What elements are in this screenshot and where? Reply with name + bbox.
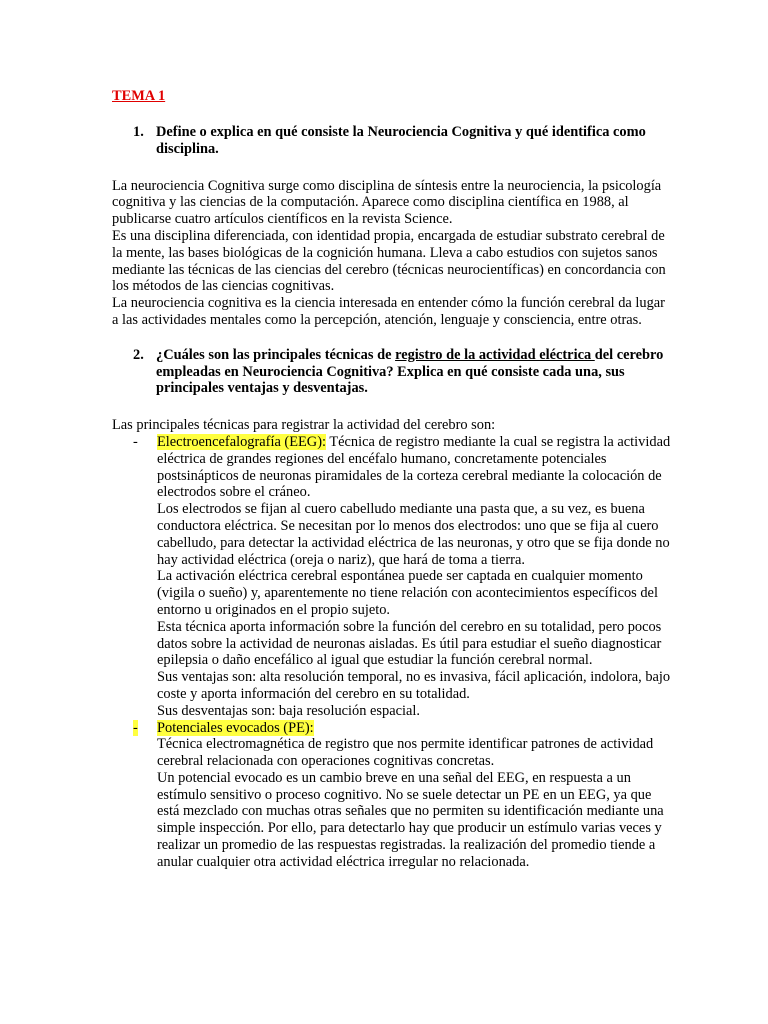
list-dash: -: [133, 719, 138, 736]
page-title: TEMA 1: [112, 88, 166, 104]
list-item-eeg: [112, 434, 672, 720]
techniques-intro: Las principales técnicas para registrar la actividad del cerebro son:: [112, 417, 496, 434]
eeg-definition: Técnica de registro mediante la cual se registra la actividad eléctrica de grandes regiones del encéfalo humano, concretamente potenciales postsinápticos de neuronas piramidales de la corteza cerebral mediante la colocación de electrodos sobre el cráneo.: [157, 433, 671, 501]
highlighted-term: Electroencefalografía (EEG):: [157, 433, 326, 450]
eeg-paragraph: La activación eléctrica cerebral espontánea puede ser captada en cualquier momento (vigila o sueño) y, aparentemente no tiene relación con acontecimientos específicos del entorno u originados en el propio sujeto.: [157, 568, 658, 618]
pe-paragraph: Técnica electromagnética de registro que nos permite identificar patrones de actividad cerebral relacionada con operaciones cognitivas concretas.: [157, 736, 654, 770]
eeg-paragraph: Los electrodos se fijan al cuero cabelludo mediante una pasta que, a su vez, es buena conductora eléctrica. Se necesitan por lo menos dos electrodos: uno que se fija al cuero cabelludo, para detectar la actividad eléctrica de las neuronas, y otro que se fija donde no hay actividad eléctrica (oreja o nariz), que hará de toma a tierra.: [157, 501, 670, 568]
question-2: [112, 347, 672, 397]
highlighted-term: Potenciales evocados (PE):: [157, 719, 314, 736]
eeg-paragraph: Esta técnica aporta información sobre la función del cerebro en su totalidad, pero pocos datos sobre la actividad de neuronas aisladas. Es útil para estudiar el sueño diagnosticar epilepsia o daño encefálico al igual que estudiar la función cerebral normal.: [157, 618, 662, 669]
list-dash: -: [133, 433, 138, 450]
eeg-advantages: Sus ventajas son: alta resolución temporal, no es invasiva, fácil aplicación, indolora, bajo coste y aporta información del cerebro en su totalidad.: [157, 669, 671, 702]
question-number: 2.: [133, 346, 144, 363]
question-text-underlined: registro de la actividad eléctrica: [395, 346, 595, 363]
answer-paragraph: La neurociencia Cognitiva surge como disciplina de síntesis entre la neurociencia, la psicología cognitiva y las ciencias de la computación. Aparece como disciplina científica en 1988, al publicarse cuatro artículos científicos en la revista Science.: [112, 177, 662, 228]
eeg-disadvantages: Sus desventajas son: baja resolución espacial.: [157, 702, 420, 719]
question-1: [112, 124, 672, 158]
question-text-start: ¿Cuáles son las principales técnicas de: [156, 346, 396, 363]
pe-paragraph: Un potencial evocado es un cambio breve en una señal del EEG, en respuesta a un estímulo sensitivo o proceso cognitivo. No se suele detectar un PE en un EEG, ya que está mezclado con muchas otras señales que no permiten su identificación mediante una simple inspección. Por ello, para detectarlo hay que producir un estímulo varias veces y realizar un promedio de las respuestas registradas. la realización del promedio tiende a anular cualquier otra actividad eléctrica irregular no relacionada.: [157, 769, 664, 870]
document-body: [112, 86, 672, 871]
question-number: 1.: [133, 124, 144, 140]
answer-paragraph: La neurociencia cognitiva es la ciencia interesada en entender cómo la función cerebral da lugar a las actividades mentales como la percepción, atención, lenguaje y consciencia, entre otras.: [112, 295, 665, 328]
question-text-end: del cerebro empleadas en Neurociencia Cognitiva? Explica en qué consiste cada una, sus principales ventajas y desventajas.: [156, 346, 664, 397]
question-text: Define o explica en qué consiste la Neurociencia Cognitiva y qué identifica como disciplina.: [156, 124, 646, 157]
list-item-pe: [112, 720, 672, 871]
answer-paragraph: Es una disciplina diferenciada, con identidad propia, encargada de estudiar substrato cerebral de la mente, las bases biológicas de la cognición humana. Lleva a cabo estudios con sujetos sanos mediante las técnicas de las ciencias del cerebro (técnicas neurocientíficas) en concordancia con los métodos de las ciencias cognitivas.: [112, 227, 666, 295]
